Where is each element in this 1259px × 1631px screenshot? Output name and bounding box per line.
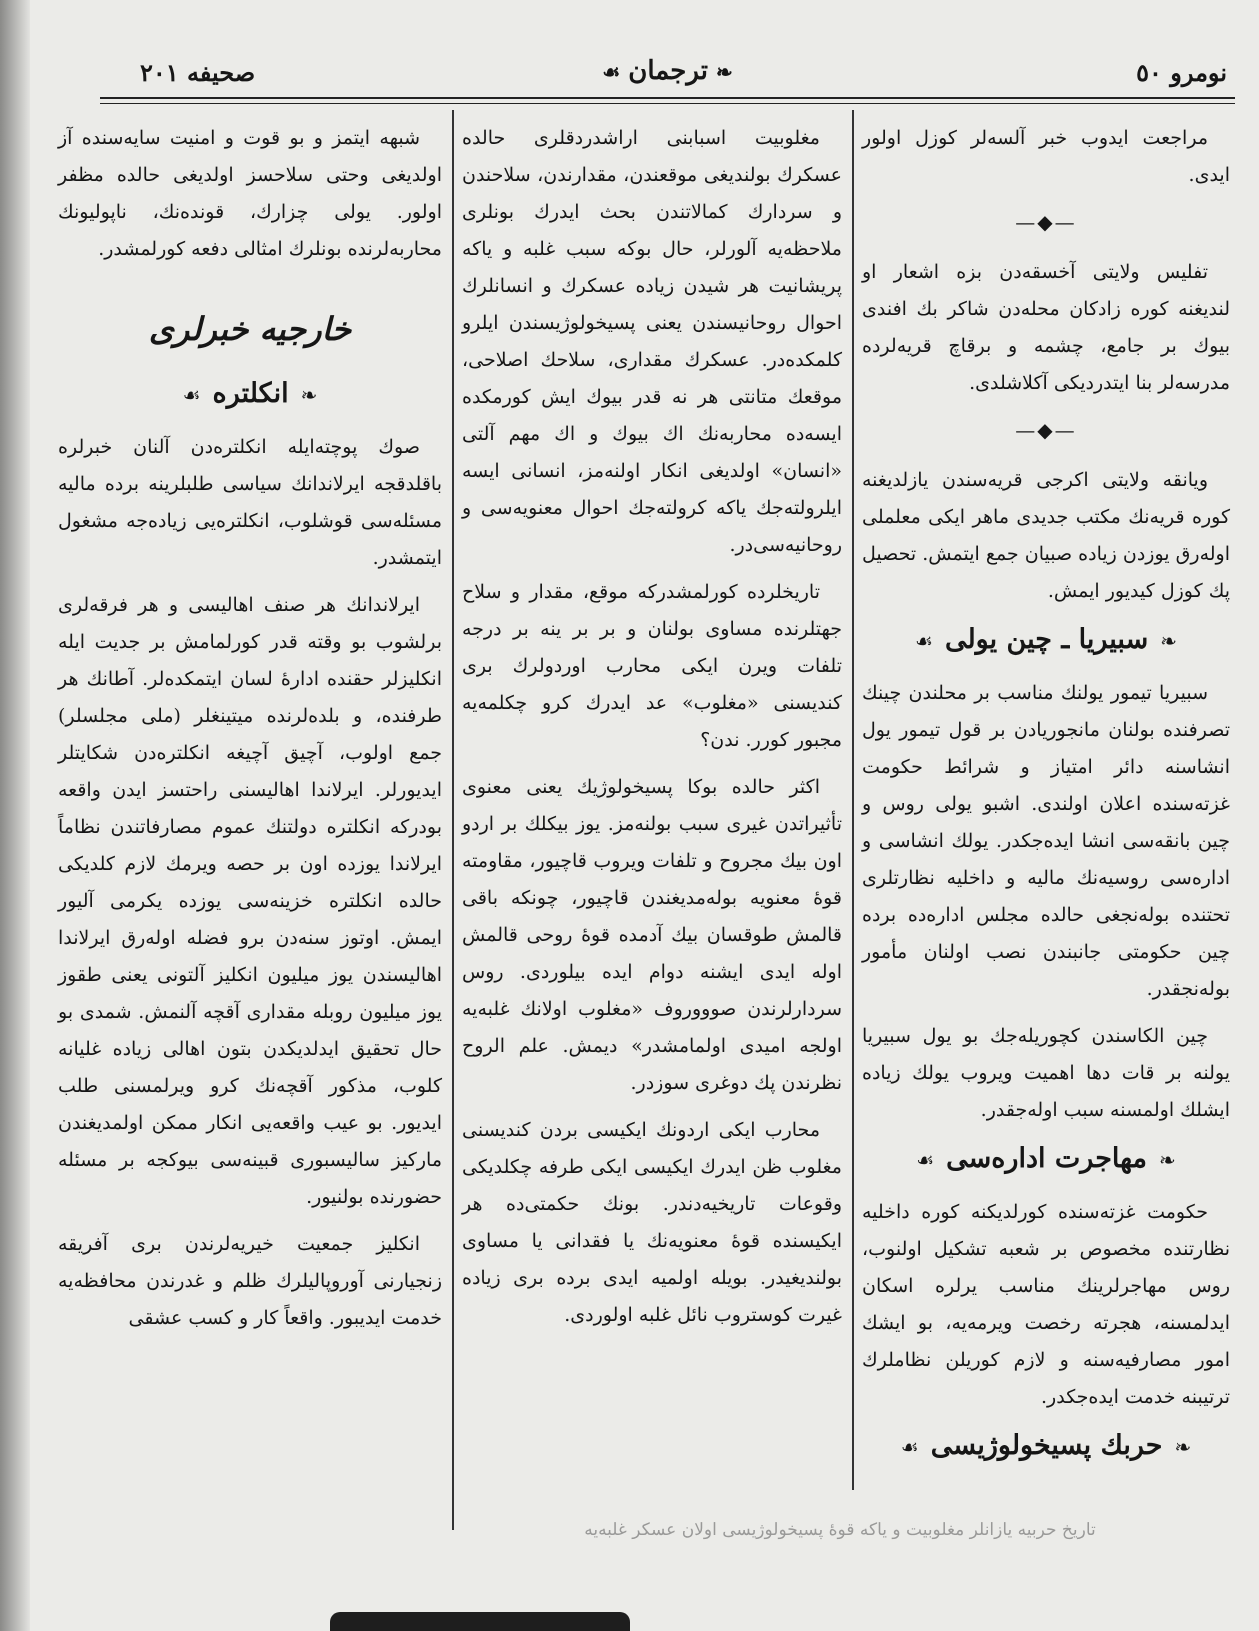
- news-paragraph: صوك پوچته‌ايله انكلتره‌دن آلنان خبرلره باقلدقجه ايرلاندانك سياسى طلبلرينه برده ماليه مسئله‌سى قوشلوب، انكلتره‌يى زياده‌جه مشغول ايتمشدر.: [58, 436, 442, 569]
- section-title-text: انكلتره: [212, 378, 289, 409]
- section-title-text: مهاجرت اداره‌سى: [946, 1143, 1148, 1174]
- newspaper-name: ترجمان: [628, 56, 708, 86]
- section-title-text: حربك پسيخولوژيسى: [930, 1430, 1163, 1461]
- column-divider: [852, 110, 854, 1490]
- header-rule: [100, 97, 1235, 99]
- title-ornament-icon: ❧: [715, 60, 733, 84]
- section-title-text: سبيريا ـ چين يولى: [944, 624, 1149, 655]
- news-paragraph: چين الكاسندن كچوريله‌جك بو يول سبيريا يولنه بر قات دها اهميت ويروب يولك زياده ايشلك اولمسنه سبب اوله‌جقدر.: [862, 1025, 1230, 1121]
- title-ornament-icon: ☙: [900, 1435, 919, 1459]
- left-column: [58, 120, 442, 1347]
- separator-ornament-icon: —◆—: [1015, 418, 1077, 442]
- news-paragraph: محارب ايكى اردونك ايكيسى بردن كنديسنى مغلوب ظن ايدرك ايكيسى ايكى طرفه چكلديكى وقوعات تاريخيه‌دندر. بونك حكمتى‌ده هر ايكيسنده قوهٔ معنويه‌نك يا فقدانى يا مساوى بولنديغيدر. بويله اولميه ايدى برده برى زياده غيرت كوستروب نائل غلبه اولوردى.: [462, 1119, 842, 1326]
- title-ornament-icon: ☙: [602, 60, 621, 84]
- section-title: [58, 374, 442, 415]
- section-title: [862, 1139, 1230, 1180]
- news-paragraph: ايرلاندانك هر صنف اهاليسى و هر فرقه‌لرى برلشوب بو وقته قدر كورلمامش بر جديت ايله انكليزلر حقنده ادارهٔ لسان ايتمكده‌لر. آطانك هر طرفنده، و بلده‌لرنده ميتينغلر (ملى مجلسلر) جمع اولوب، آچيق آچيغه انكلتره‌دن شكايتلر ايديورلر. ايرلاندا اهاليسنى راحتسز ايدن واقعه بودركه انكلتره دولتنك عموم مصارفاتندن نظاماً ايرلاندا يوزده اون بر حصه ويرمك لازم كلديكى حالده انكلتره خزينه‌سى يوزده يكرمى آليور ايمش. اوتوز سنه‌دن برو فضله اوله‌رق ايرلاندا اهاليسندن يوز ميليون انكليز آلتونى يعنى طقوز يوز ميليون روبله مقدارى آقچه آلنمش. شمدى بو حال تحقيق ايدلديكدن بتون اهالى زياده غليانه كلوب، مذكور آقچه‌نك كرو ويرلمسنى طلب ايديور. بو عيب واقعه‌يى انكار ممكن اولمديغندن ماركيز ساليسبورى قبينه‌سى بيوكجه بر مسئله حضورنده بولنيور.: [58, 594, 442, 1208]
- news-paragraph: مراجعت ايدوب خبر آلسه‌لر كوزل اولور ايدى.: [862, 127, 1230, 186]
- page-number: صحيفه ٢٠١: [140, 58, 256, 87]
- news-paragraph: حكومت غزته‌سنده كورلديكنه كوره داخليه نظارتنده مخصوص بر شعبه تشكيل اولنوب، روس مهاجرلرينك مناسب يرلره اسكان ايدلمسنه، هجرته رخصت ويرمه‌يه، بو ايشك امور مصارفيه‌سنه و لازم كوريلن نظاملرك ترتيبنه خدمت ايده‌جكدر.: [862, 1201, 1230, 1408]
- separator-ornament-icon: —◆—: [1015, 210, 1077, 234]
- section-title: [862, 1426, 1230, 1467]
- title-ornament-icon: ❧: [300, 383, 318, 407]
- middle-column: [462, 120, 842, 1344]
- news-paragraph: تاريخلرده كورلمشدركه موقع، مقدار و سلاح جهتلرنده مساوى بولنان و بر بر ينه بر درجه تلفات ويرن ايكى محارب اوردولرك برى كنديسنى «مغلوب» عد ايدرك كرو چكلمه‌يه مجبور كورر. ندن؟: [462, 581, 842, 751]
- bleed-through-text: تاريخ حربيه يازانلر مغلوبيت و ياكه قوهٔ پسيخولوژيسى اولان عسكر غلبه‌يه: [584, 1520, 1096, 1540]
- newspaper-title: [100, 56, 1235, 86]
- news-paragraph: اكثر حالده بوكا پسيخولوژيك يعنى معنوى تأثيراتدن غيرى سبب بولنه‌مز. يوز بيكلك بر اردو اون بيك مجروح و تلفات ويروب قاچيور، مقاومته قوهٔ معنويه بوله‌مديغندن قاچيور، چونكه باقى قالمش طوقسان بيك آدمده قوهٔ روحى قالمش اوله ايدى ايشنه دوام ايده بيلوردى. روس سردارلرندن صوووروف «مغلوب اولانك غلبه‌يه اولجه اميدى اولمامشدر» ديمش. علم الروح نظرندن پك دوغرى سوزدر.: [462, 776, 842, 1094]
- section-title: [862, 620, 1230, 661]
- column-divider: [452, 110, 454, 1530]
- news-paragraph: مغلوبيت اسبابنى اراشدردقلرى حالده عسكرك بولنديغى موقعندن، مقدارندن، سلاحندن و سردارك كمالاتندن بحث ايدرك بونلرى ملاحظه‌يه آلورلر، حال بوكه سبب غلبه و ياكه پريشانيت هر شيدن زياده عسكرك و انسانلرك احوال روحانيسندن يعنى پسيخولوژيسندن ايلرو كلمكده‌در. عسكرك مقدارى، سلاحك اصلاحى، موقعك متانتى هر نه قدر بيوك ايش كورمكده ايسه‌ده محاربه‌نك اك بيوك و اك مهم آلتى «انسان» اولديغى انكار اولنه‌مز، انسانى ايسه ايلرولته‌جك ياكه كرولته‌جك احوال معنويه‌سى و روحانيه‌سى‌در.: [462, 127, 842, 556]
- page-damage: [330, 1612, 630, 1631]
- issue-number: نومرو ٥٠: [1136, 58, 1227, 87]
- title-ornament-icon: ☙: [182, 383, 201, 407]
- news-paragraph: ويانقه ولايتى اكرجى قريه‌سندن يازلديغنه كوره قريه‌نك مكتب جديدى ماهر ايكى معلملى اوله‌رق يوزدن زياده صبيان جمع ايتمش. تحصيل پك كوزل كيديور ايمش.: [862, 469, 1230, 602]
- title-ornament-icon: ❧: [1160, 629, 1177, 653]
- page-edge-shadow: [0, 0, 30, 1631]
- title-ornament-icon: ❧: [1159, 1148, 1176, 1172]
- title-ornament-icon: ☙: [916, 1148, 935, 1172]
- header-rule-thin: [100, 103, 1235, 104]
- section-heading: خارجيه خبرلرى: [148, 310, 352, 348]
- news-paragraph: سبيريا تيمور يولنك مناسب بر محلندن چينك تصرفنده بولنان مانجوريادن بر قول تيمور يول انشاسنه دائر امتياز و شرائط حكومت غزته‌سنده اعلان اولندى. اشبو يولى روس و چين بانقه‌سى انشا ايده‌جكدر. يولك انشاسى و اداره‌سى روسيه‌نك ماليه و داخليه نظارتلرى تحتنده بوله‌نجغى حالده مجلس اداره‌ده برده چين حكومتى جانبندن نصب اولنان مأمور بوله‌نجقدر.: [862, 682, 1230, 1000]
- title-ornament-icon: ❧: [1174, 1435, 1192, 1459]
- news-paragraph: انكليز جمعيت خيريه‌لرندن برى آفريقه زنجيارنى آوروپاليلرك ظلم و غدرندن محافظه‌يه خدمت ايديبور. واقعاً كار و كسب عشقى: [58, 1233, 442, 1329]
- news-paragraph: شبهه ايتمز و بو قوت و امنيت سايه‌سنده آز اولديغى وحتى سلاحسز اولديغى حالده مظفر اولور. يولى چزارك، قونده‌نك، ناپوليونك محاربه‌لرنده بونلرك امثالى دفعه كورلمشدر.: [58, 127, 442, 260]
- right-column: [862, 120, 1230, 1481]
- title-ornament-icon: ☙: [915, 629, 933, 653]
- news-paragraph: تفليس ولايتى آخسقه‌دن بزه اشعار او لنديغنه كوره زادكان محله‌دن شاكر بك افندى بيوك بر جامع، چشمه و برقاچ قريه‌لرده مدرسه‌لر بنا ايتدرديكى آكلاشلدى.: [862, 261, 1230, 394]
- masthead: [100, 52, 1235, 96]
